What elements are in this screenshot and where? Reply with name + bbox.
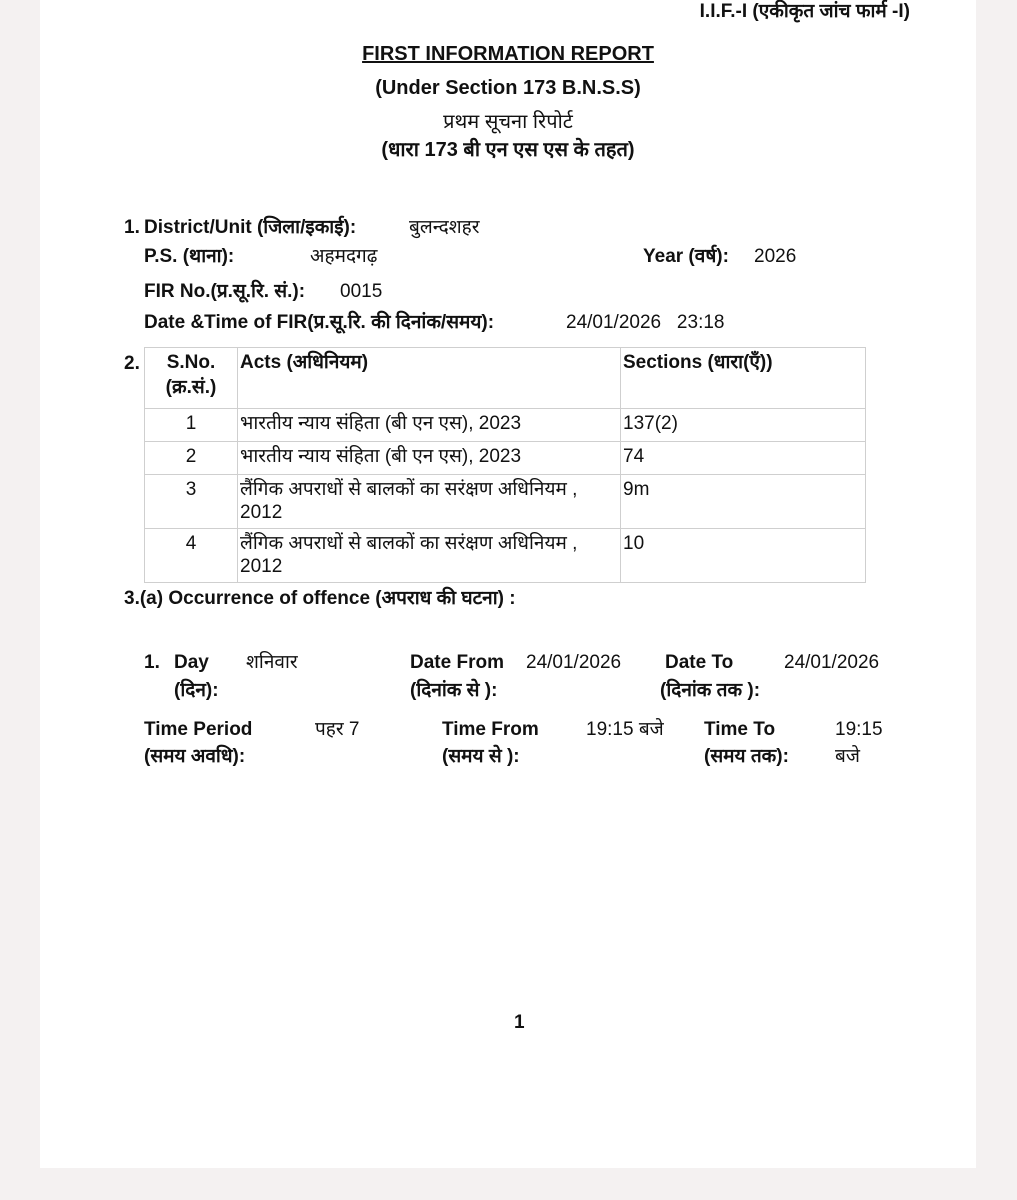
time-to-label: Time To bbox=[704, 719, 776, 740]
ps-label: P.S. (थाना): bbox=[144, 246, 235, 267]
fir-datetime-value: 24/01/2026 23:18 bbox=[566, 312, 725, 333]
row-act-line1: भारतीय न्याय संहिता (बी एन एस), 2023 bbox=[240, 413, 522, 434]
row-act-line1: लैंगिक अपराधों से बालकों का सरंक्षण अधिनियम , bbox=[240, 533, 578, 554]
row-sno: 1 bbox=[145, 409, 238, 442]
day-value: शनिवार bbox=[246, 652, 298, 673]
date-to-label: Date To bbox=[665, 652, 734, 673]
district-label: District/Unit (जिला/इकाई): bbox=[144, 217, 357, 238]
row-act bbox=[238, 475, 621, 529]
time-period-value: पहर 7 bbox=[315, 719, 360, 740]
row-section: 10 bbox=[621, 529, 866, 583]
row-sno: 2 bbox=[145, 442, 238, 475]
sno-header-hi: (क्र.सं.) bbox=[165, 377, 217, 398]
date-from-label-hi: (दिनांक से ): bbox=[410, 680, 498, 701]
day-label-hi: (दिन): bbox=[174, 680, 219, 701]
row-act-line2: 2012 bbox=[240, 556, 283, 577]
report-subtitle-hi: (धारा 173 बी एन एस एस के तहत) bbox=[381, 139, 635, 161]
date-from-value: 24/01/2026 bbox=[526, 652, 622, 673]
table-row bbox=[145, 409, 866, 442]
row-act bbox=[238, 409, 621, 442]
report-title-hi: प्रथम सूचना रिपोर्ट bbox=[443, 111, 573, 133]
acts-table bbox=[144, 347, 866, 583]
date-to-label-hi: (दिनांक तक ): bbox=[660, 680, 761, 701]
section2-number: 2. bbox=[124, 353, 140, 374]
acts-header: Acts (अधिनियम) bbox=[238, 348, 621, 409]
form-code: I.I.F.-I (एकीकृत जांच फार्म -I) bbox=[699, 1, 910, 22]
acts-table-header bbox=[145, 348, 866, 409]
row-act bbox=[238, 529, 621, 583]
report-title-text: FIRST INFORMATION REPORT bbox=[362, 43, 654, 65]
date-to-value: 24/01/2026 bbox=[784, 652, 880, 673]
report-title bbox=[40, 42, 976, 66]
sections-header: Sections (धारा(एँ)) bbox=[621, 348, 866, 409]
sno-header bbox=[145, 348, 238, 409]
time-period-label: Time Period bbox=[144, 719, 253, 740]
report-subtitle-en: (Under Section 173 B.N.S.S) bbox=[375, 77, 641, 99]
time-to-value: 19:15 bbox=[835, 719, 883, 740]
year-label: Year (वर्ष): bbox=[643, 246, 729, 267]
row-act-line1: भारतीय न्याय संहिता (बी एन एस), 2023 bbox=[240, 446, 522, 467]
row-sno: 4 bbox=[145, 529, 238, 583]
row-act-line1: लैंगिक अपराधों से बालकों का सरंक्षण अधिनियम , bbox=[240, 479, 578, 500]
table-row bbox=[145, 475, 866, 529]
sno-header-en: S.No. bbox=[166, 352, 216, 373]
fir-no-value: 0015 bbox=[340, 281, 383, 302]
occurrence-heading: 3.(a) Occurrence of offence (अपराध की घटना) : bbox=[124, 588, 516, 609]
row-sno: 3 bbox=[145, 475, 238, 529]
row-act bbox=[238, 442, 621, 475]
day-label: Day bbox=[174, 652, 209, 673]
time-from-label-hi: (समय से ): bbox=[442, 746, 520, 767]
year-value: 2026 bbox=[754, 246, 797, 267]
time-to-value-suffix: बजे bbox=[835, 746, 860, 767]
page-number: 1 bbox=[514, 1012, 525, 1033]
section1-number: 1. bbox=[124, 217, 140, 238]
row-act-line2: 2012 bbox=[240, 502, 283, 523]
time-to-label-hi: (समय तक): bbox=[704, 746, 789, 767]
district-value: बुलन्दशहर bbox=[409, 217, 480, 238]
row-section: 9m bbox=[621, 475, 866, 529]
time-period-label-hi: (समय अवधि): bbox=[144, 746, 246, 767]
occurrence-item-number: 1. bbox=[144, 652, 160, 673]
row-section: 137(2) bbox=[621, 409, 866, 442]
fir-no-label: FIR No.(प्र.सू.रि. सं.): bbox=[144, 281, 306, 302]
table-row bbox=[145, 529, 866, 583]
date-from-label: Date From bbox=[410, 652, 504, 673]
table-row bbox=[145, 442, 866, 475]
time-from-value: 19:15 बजे bbox=[586, 719, 664, 740]
row-section: 74 bbox=[621, 442, 866, 475]
ps-value: अहमदगढ़ bbox=[310, 246, 378, 267]
document-page bbox=[40, 0, 976, 1168]
time-from-label: Time From bbox=[442, 719, 539, 740]
fir-datetime-label: Date &Time of FIR(प्र.सू.रि. की दिनांक/समय): bbox=[144, 312, 495, 333]
